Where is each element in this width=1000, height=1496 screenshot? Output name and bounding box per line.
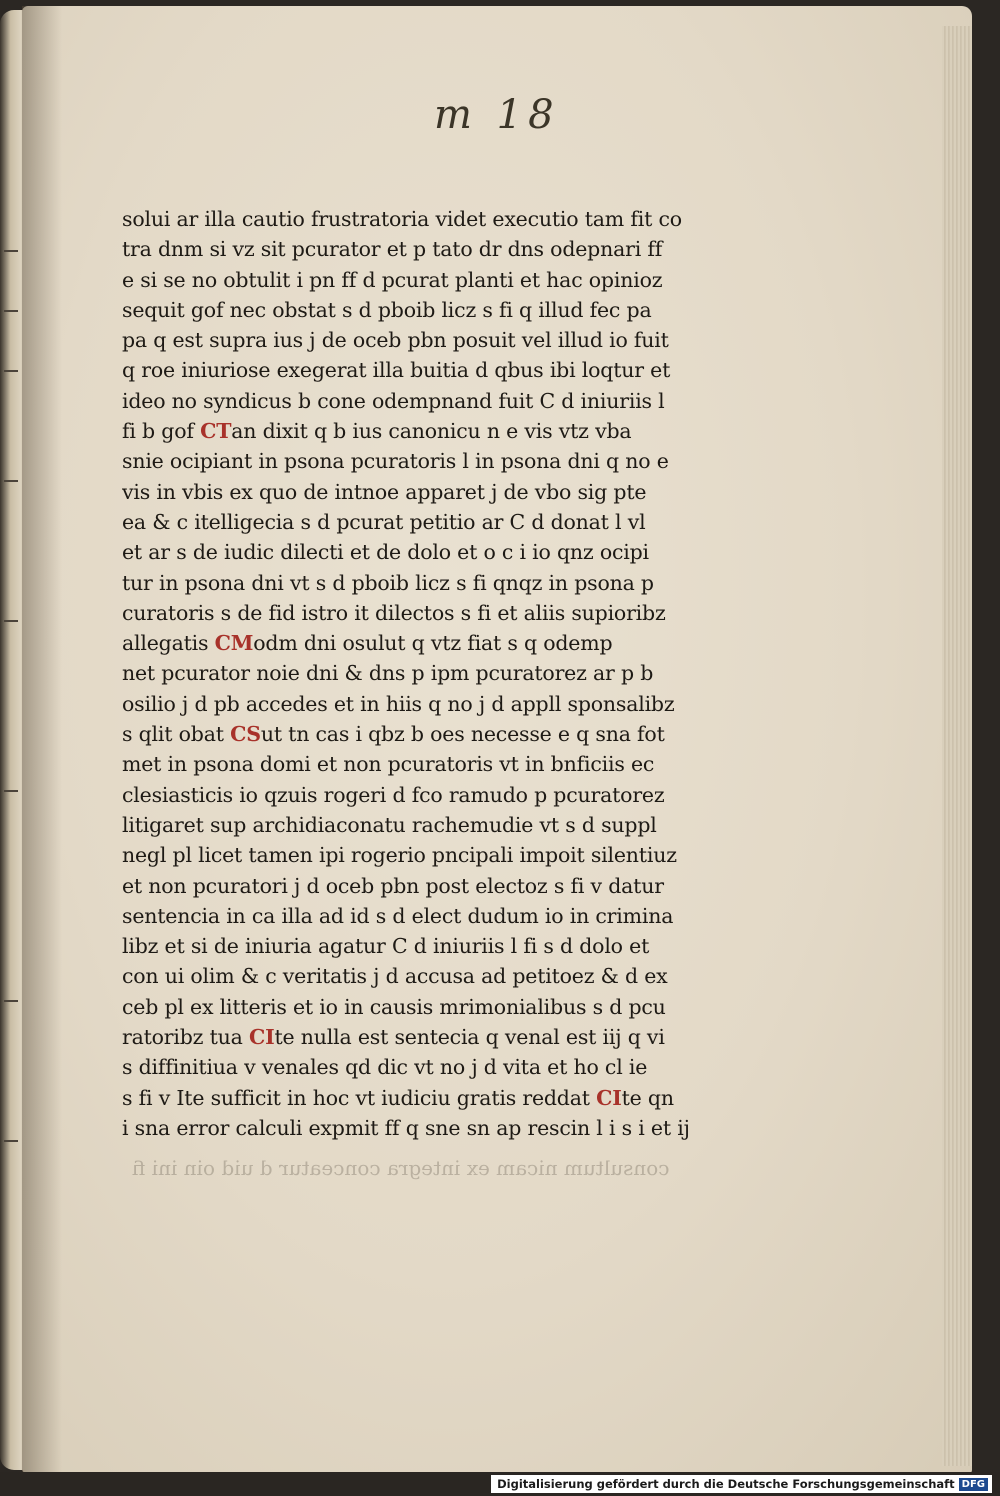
text-run: clesiasticis io qzuis rogeri d fco ramudo p pcuratorez — [122, 782, 665, 807]
text-run: allegatis — [122, 631, 215, 656]
text-run: vis in vbis ex quo de intnoe apparet j de vbo sig pte — [122, 479, 647, 504]
text-line — [122, 931, 744, 961]
text-run: s fi v Ite sufficit in hoc vt iudiciu gratis reddat — [122, 1085, 597, 1110]
text-run: ut tn cas i qbz b oes necesse e q sna fot — [260, 722, 665, 747]
rubric-paragraph-mark: CS — [230, 722, 261, 747]
text-run: s qlit obat — [122, 722, 231, 747]
text-line — [122, 598, 744, 628]
text-line — [122, 1022, 744, 1052]
text-line — [122, 1113, 744, 1143]
text-run: negl pl licet tamen ipi rogerio pncipali impoit silentiuz — [122, 843, 677, 868]
fore-edge — [942, 26, 972, 1466]
text-line — [122, 871, 744, 901]
text-run: ratoribz tua — [122, 1025, 249, 1050]
text-line — [122, 568, 744, 598]
rubric-paragraph-mark: CM — [214, 631, 254, 656]
text-run: tra dnm si vz sit pcurator et p tato dr dns odepnari ff — [122, 237, 663, 262]
text-run: solui ar illa cautio frustratoria videt executio tam fit co — [122, 207, 682, 231]
text-run: curatoris s de fid istro it dilectos s fi et aliis supioribz — [122, 600, 666, 625]
text-run: ceb pl ex litteris et io in causis mrimonialibus s d pcu — [122, 994, 666, 1019]
text-line — [122, 537, 744, 567]
text-line — [122, 719, 744, 749]
text-line — [122, 507, 744, 537]
text-run: s diffinitiua v venales qd dic vt no j d vita et ho cl ie — [122, 1055, 648, 1080]
text-line — [122, 295, 744, 325]
text-run: odm dni osulut q vtz fiat s q odemp — [253, 631, 613, 656]
text-run: q roe iniuriose exegerat illa buitia d qbus ibi loqtur et — [122, 358, 671, 383]
text-line — [122, 961, 744, 991]
text-line — [122, 446, 744, 476]
text-run: litigaret sup archidiaconatu rachemudie vt s d suppl — [122, 812, 657, 837]
text-line — [122, 992, 744, 1022]
text-run: met in psona domi et non pcuratoris vt in bnficiis ec — [122, 752, 655, 777]
text-line — [122, 1052, 744, 1082]
text-run: ea & c itelligecia s d pcurat petitio ar C d donat l vl — [122, 509, 646, 534]
text-line — [122, 355, 744, 385]
text-line — [122, 234, 744, 264]
text-run: snie ocipiant in psona pcuratoris l in psona dni q no e — [122, 449, 669, 474]
incunabulum-page — [22, 6, 972, 1474]
text-run: et non pcuratori j d oceb pbn post electoz s fi v datur — [122, 873, 664, 898]
gutter-shadow — [22, 6, 62, 1474]
rubric-paragraph-mark: CI — [248, 1025, 275, 1050]
text-run: con ui olim & c veritatis j d accusa ad petitoez & d ex — [122, 964, 668, 989]
text-run: i sna error calculi expmit ff q sne sn ap rescin l i s i et ij — [122, 1115, 690, 1140]
bleed-through-text: consultum nicam ex integra conceatur d uid oin ini fi — [132, 1156, 670, 1180]
text-run: te nulla est sentecia q venal est iij q vi — [274, 1025, 665, 1050]
footer-bar — [0, 1472, 1000, 1496]
text-line — [122, 204, 744, 234]
text-column — [122, 204, 744, 1143]
text-line — [122, 416, 744, 446]
text-line — [122, 780, 744, 810]
text-line — [122, 840, 744, 870]
rubric-paragraph-mark: CI — [596, 1085, 622, 1110]
text-run: pa q est supra ius j de oceb pbn posuit vel illud io fuit — [122, 328, 669, 353]
text-line — [122, 658, 744, 688]
folio-number: m 18 — [434, 92, 560, 138]
text-line — [122, 1083, 744, 1113]
funding-credit-text: Digitalisierung gefördert durch die Deutsche Forschungsgemeinschaft — [497, 1477, 955, 1491]
text-run: ideo no syndicus b cone odempnand fuit C d iniuriis l — [122, 388, 665, 413]
text-line — [122, 477, 744, 507]
text-line — [122, 325, 744, 355]
text-run: libz et si de iniuria agatur C d iniuriis l fi s d dolo et — [122, 934, 650, 959]
text-run: sequit gof nec obstat s d pboib licz s fi q illud fec pa — [122, 297, 652, 322]
text-line — [122, 386, 744, 416]
text-run: fi b gof — [122, 419, 201, 444]
text-line — [122, 628, 744, 658]
text-line — [122, 749, 744, 779]
text-run: an dixit q b ius canonicu n e vis vtz vba — [231, 419, 632, 444]
text-run: osilio j d pb accedes et in hiis q no j d appll sponsalibz — [122, 691, 675, 716]
funding-credit[interactable] — [491, 1475, 992, 1493]
text-line — [122, 901, 744, 931]
text-run: e si se no obtulit i pn ff d pcurat planti et hac opinioz — [122, 267, 663, 292]
text-run: sentencia in ca illa ad id s d elect dudum io in crimina — [122, 903, 674, 928]
text-line — [122, 810, 744, 840]
rubric-paragraph-mark: CT — [200, 419, 232, 444]
text-line — [122, 265, 744, 295]
dfg-logo: DFG — [959, 1478, 988, 1491]
text-run: te qn — [621, 1085, 674, 1110]
text-run: et ar s de iudic dilecti et de dolo et o c i io qnz ocipi — [122, 540, 649, 565]
text-line — [122, 689, 744, 719]
text-run: tur in psona dni vt s d pboib licz s fi qnqz in psona p — [122, 570, 654, 595]
text-run: net pcurator noie dni & dns p ipm pcuratorez ar p b — [122, 661, 654, 686]
